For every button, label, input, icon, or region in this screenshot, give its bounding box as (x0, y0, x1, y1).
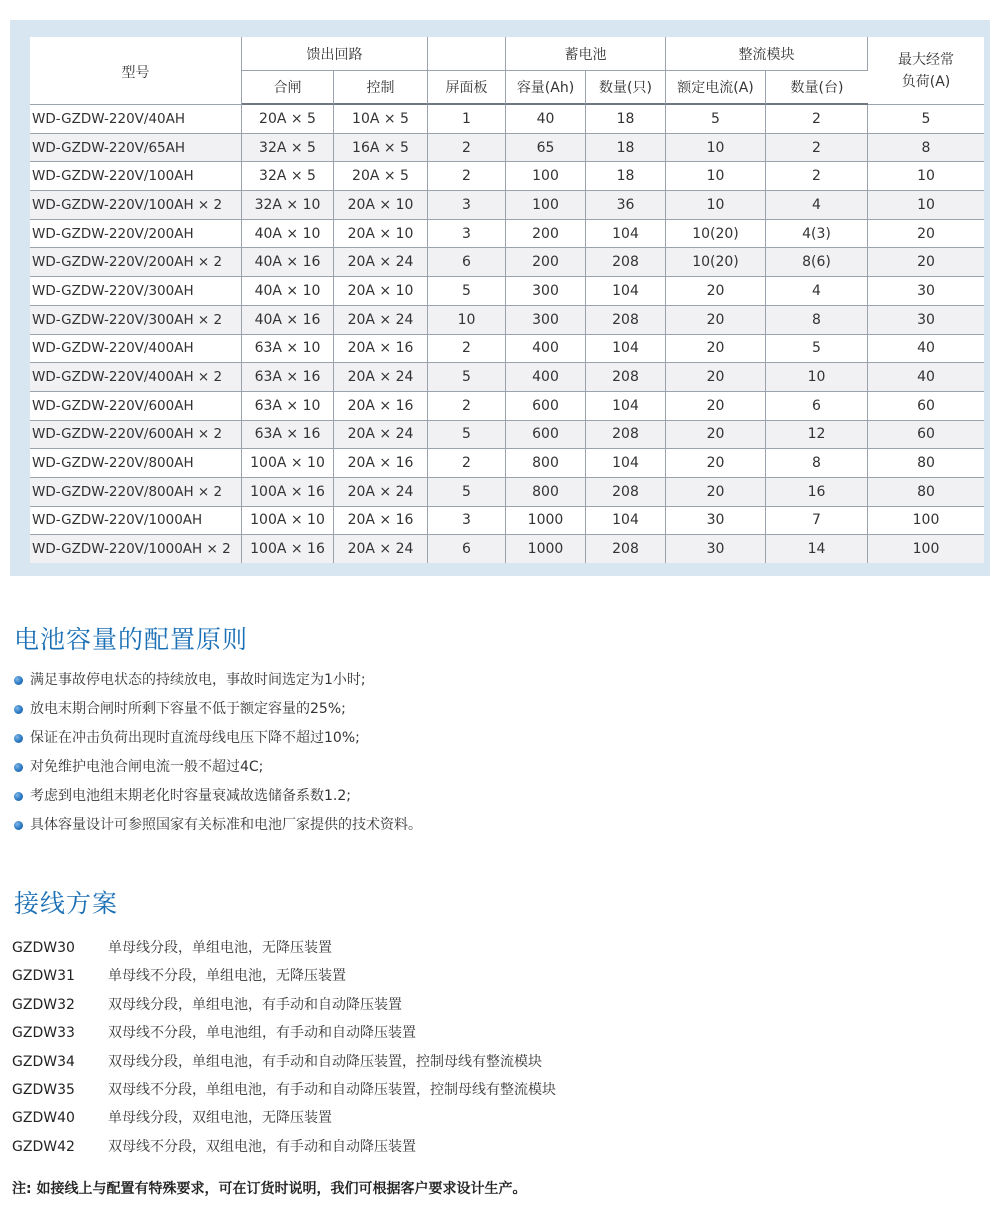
cell-closing: 100A × 10 (242, 507, 334, 536)
cell-battery-qty: 36 (586, 191, 666, 220)
list-item (14, 753, 422, 782)
header-rectifier: 整流模块 (666, 37, 868, 71)
cell-closing: 40A × 16 (242, 306, 334, 335)
cell-screen: 3 (428, 507, 506, 536)
cell-battery-qty: 208 (586, 306, 666, 335)
cell-capacity: 200 (506, 248, 586, 277)
cell-capacity: 100 (506, 162, 586, 191)
cell-control: 20A × 24 (334, 535, 428, 563)
cell-rectifier-qty: 4 (766, 191, 868, 220)
cell-rectifier-qty: 8 (766, 449, 868, 478)
cell-screen: 5 (428, 363, 506, 392)
cell-closing: 32A × 5 (242, 162, 334, 191)
header-max-load (868, 37, 984, 105)
table-row (30, 535, 984, 563)
cell-rectifier-qty: 2 (766, 162, 868, 191)
table-row (30, 134, 984, 163)
cell-model: WD-GZDW-220V/800AH (30, 449, 242, 478)
cell-capacity: 65 (506, 134, 586, 163)
cell-model: WD-GZDW-220V/40AH (30, 105, 242, 134)
cell-capacity: 100 (506, 191, 586, 220)
table-row (30, 162, 984, 191)
list-item-text: 放电末期合闸时所剩下容量不低于额定容量的25%; (30, 701, 346, 717)
cell-control: 20A × 24 (334, 363, 428, 392)
cell-rated-current: 10(20) (666, 248, 766, 277)
cell-rectifier-qty: 8(6) (766, 248, 868, 277)
cell-closing: 100A × 16 (242, 535, 334, 563)
cell-capacity: 300 (506, 306, 586, 335)
header-rectifier-qty: 数量(台) (766, 71, 868, 105)
list-item (14, 724, 422, 753)
cell-capacity: 200 (506, 220, 586, 249)
cell-max-load: 30 (868, 306, 984, 335)
cell-model: WD-GZDW-220V/800AH × 2 (30, 478, 242, 507)
cell-max-load: 10 (868, 191, 984, 220)
table-row (30, 363, 984, 392)
cell-model: WD-GZDW-220V/600AH × 2 (30, 421, 242, 450)
bullet-icon (14, 734, 23, 743)
cell-screen: 2 (428, 449, 506, 478)
cell-rectifier-qty: 14 (766, 535, 868, 563)
cell-max-load: 20 (868, 248, 984, 277)
cell-model: WD-GZDW-220V/600AH (30, 392, 242, 421)
cell-control: 20A × 10 (334, 277, 428, 306)
bullet-icon (14, 705, 23, 714)
cell-max-load: 60 (868, 421, 984, 450)
list-item-text: 满足事故停电状态的持续放电，事故时间选定为1小时; (30, 672, 366, 688)
wiring-code: GZDW32 (12, 996, 75, 1013)
cell-closing: 100A × 10 (242, 449, 334, 478)
table-row (30, 220, 984, 249)
cell-battery-qty: 208 (586, 363, 666, 392)
cell-battery-qty: 104 (586, 507, 666, 536)
table-row (30, 421, 984, 450)
cell-capacity: 400 (506, 335, 586, 364)
wiring-scheme-list (12, 934, 556, 1161)
cell-control: 20A × 16 (334, 392, 428, 421)
cell-rectifier-qty: 6 (766, 392, 868, 421)
cell-model: WD-GZDW-220V/1000AH × 2 (30, 535, 242, 563)
header-screen: 屏面板 (428, 71, 506, 105)
cell-control: 20A × 24 (334, 248, 428, 277)
cell-battery-qty: 18 (586, 134, 666, 163)
cell-rectifier-qty: 4 (766, 277, 868, 306)
wiring-item (12, 1019, 556, 1047)
header-battery: 蓄电池 (506, 37, 666, 71)
cell-battery-qty: 104 (586, 392, 666, 421)
cell-battery-qty: 208 (586, 248, 666, 277)
wiring-code: GZDW34 (12, 1053, 75, 1070)
cell-model: WD-GZDW-220V/400AH × 2 (30, 363, 242, 392)
wiring-code: GZDW31 (12, 968, 75, 985)
cell-capacity: 1000 (506, 507, 586, 536)
cell-rectifier-qty: 10 (766, 363, 868, 392)
table-row (30, 449, 984, 478)
cell-control: 20A × 10 (334, 220, 428, 249)
footnote: 注: 如接线上与配置有特殊要求，可在订货时说明，我们可根据客户要求设计生产。 (12, 1181, 527, 1197)
capacity-principles-list (14, 666, 422, 840)
wiring-description: 双母线不分段，单电池组，有手动和自动降压装置 (108, 1025, 416, 1042)
cell-closing: 40A × 10 (242, 220, 334, 249)
cell-rated-current: 20 (666, 335, 766, 364)
cell-control: 20A × 24 (334, 478, 428, 507)
cell-rectifier-qty: 8 (766, 306, 868, 335)
cell-rated-current: 20 (666, 478, 766, 507)
cell-capacity: 40 (506, 105, 586, 134)
cell-rated-current: 30 (666, 507, 766, 536)
cell-model: WD-GZDW-220V/300AH × 2 (30, 306, 242, 335)
wiring-item (12, 1048, 556, 1076)
cell-control: 20A × 24 (334, 421, 428, 450)
cell-capacity: 400 (506, 363, 586, 392)
cell-closing: 100A × 16 (242, 478, 334, 507)
cell-screen: 6 (428, 535, 506, 563)
list-item-text: 具体容量设计可参照国家有关标准和电池厂家提供的技术资料。 (30, 817, 422, 833)
header-model: 型号 (30, 37, 242, 105)
header-battery-qty: 数量(只) (586, 71, 666, 105)
cell-closing: 40A × 10 (242, 277, 334, 306)
cell-battery-qty: 208 (586, 535, 666, 563)
spec-table (30, 37, 984, 563)
cell-rectifier-qty: 16 (766, 478, 868, 507)
list-item-text: 对免维护电池合闸电流一般不超过4C; (30, 759, 264, 775)
bullet-icon (14, 676, 23, 685)
wiring-description: 单母线分段，双组电池，无降压装置 (108, 1110, 332, 1127)
cell-closing: 20A × 5 (242, 105, 334, 134)
cell-model: WD-GZDW-220V/100AH (30, 162, 242, 191)
cell-capacity: 800 (506, 449, 586, 478)
cell-control: 20A × 10 (334, 191, 428, 220)
cell-max-load: 40 (868, 335, 984, 364)
cell-rated-current: 10 (666, 162, 766, 191)
header-closing: 合闸 (242, 71, 334, 105)
wiring-description: 双母线分段，单组电池，有手动和自动降压装置，控制母线有整流模块 (108, 1053, 542, 1070)
cell-battery-qty: 18 (586, 105, 666, 134)
cell-model: WD-GZDW-220V/1000AH (30, 507, 242, 536)
header-screen-top (428, 37, 506, 71)
cell-screen: 6 (428, 248, 506, 277)
list-item (14, 782, 422, 811)
cell-rated-current: 20 (666, 363, 766, 392)
cell-closing: 32A × 10 (242, 191, 334, 220)
wiring-item (12, 934, 556, 962)
cell-max-load: 40 (868, 363, 984, 392)
list-item-text: 考虑到电池组末期老化时容量衰减故选储备系数1.2; (30, 788, 351, 804)
wiring-description: 单母线分段，单组电池，无降压装置 (108, 940, 332, 956)
capacity-section-title: 电池容量的配置原则 (14, 625, 249, 654)
table-row (30, 507, 984, 536)
table-row (30, 191, 984, 220)
cell-max-load: 5 (868, 105, 984, 134)
cell-capacity: 300 (506, 277, 586, 306)
table-row (30, 335, 984, 364)
cell-screen: 10 (428, 306, 506, 335)
wiring-item (12, 1133, 556, 1161)
cell-rated-current: 5 (666, 105, 766, 134)
list-item-text: 保证在冲击负荷出现时直流母线电压下降不超过10%; (30, 730, 360, 746)
cell-battery-qty: 104 (586, 449, 666, 478)
cell-screen: 2 (428, 134, 506, 163)
cell-battery-qty: 104 (586, 277, 666, 306)
wiring-description: 双母线不分段，双组电池，有手动和自动降压装置 (108, 1138, 416, 1155)
cell-max-load: 100 (868, 507, 984, 536)
wiring-code: GZDW35 (12, 1081, 75, 1098)
bullet-icon (14, 792, 23, 801)
cell-screen: 5 (428, 421, 506, 450)
cell-rated-current: 20 (666, 277, 766, 306)
cell-screen: 5 (428, 277, 506, 306)
cell-closing: 63A × 16 (242, 363, 334, 392)
cell-max-load: 30 (868, 277, 984, 306)
table-row (30, 105, 984, 134)
cell-model: WD-GZDW-220V/65AH (30, 134, 242, 163)
list-item (14, 666, 422, 695)
wiring-item (12, 962, 556, 990)
cell-screen: 5 (428, 478, 506, 507)
header-capacity: 容量(Ah) (506, 71, 586, 105)
header-max-load-line1: 最大经常 (898, 51, 954, 68)
cell-battery-qty: 208 (586, 421, 666, 450)
cell-closing: 63A × 10 (242, 335, 334, 364)
cell-rectifier-qty: 2 (766, 105, 868, 134)
wiring-code: GZDW30 (12, 940, 75, 956)
table-row (30, 306, 984, 335)
cell-rated-current: 20 (666, 306, 766, 335)
cell-model: WD-GZDW-220V/200AH × 2 (30, 248, 242, 277)
cell-control: 20A × 16 (334, 449, 428, 478)
cell-closing: 63A × 16 (242, 421, 334, 450)
cell-rated-current: 10 (666, 191, 766, 220)
cell-screen: 2 (428, 162, 506, 191)
cell-max-load: 80 (868, 449, 984, 478)
cell-battery-qty: 104 (586, 335, 666, 364)
table-row (30, 248, 984, 277)
cell-capacity: 600 (506, 421, 586, 450)
cell-rectifier-qty: 7 (766, 507, 868, 536)
cell-screen: 3 (428, 220, 506, 249)
cell-closing: 63A × 10 (242, 392, 334, 421)
cell-model: WD-GZDW-220V/200AH (30, 220, 242, 249)
cell-closing: 32A × 5 (242, 134, 334, 163)
cell-control: 20A × 16 (334, 507, 428, 536)
wiring-section-title: 接线方案 (14, 889, 119, 918)
cell-model: WD-GZDW-220V/400AH (30, 335, 242, 364)
spec-table-body (30, 105, 984, 563)
cell-rated-current: 10(20) (666, 220, 766, 249)
wiring-description: 双母线分段，单组电池，有手动和自动降压装置 (108, 996, 402, 1013)
cell-control: 16A × 5 (334, 134, 428, 163)
cell-control: 20A × 24 (334, 306, 428, 335)
cell-screen: 3 (428, 191, 506, 220)
cell-capacity: 1000 (506, 535, 586, 563)
cell-control: 10A × 5 (334, 105, 428, 134)
table-row (30, 392, 984, 421)
cell-max-load: 8 (868, 134, 984, 163)
cell-rated-current: 30 (666, 535, 766, 563)
cell-screen: 2 (428, 335, 506, 364)
cell-rectifier-qty: 12 (766, 421, 868, 450)
table-row (30, 277, 984, 306)
list-item (14, 811, 422, 840)
wiring-item (12, 991, 556, 1019)
header-rated-current: 额定电流(A) (666, 71, 766, 105)
cell-rectifier-qty: 4(3) (766, 220, 868, 249)
cell-control: 20A × 5 (334, 162, 428, 191)
cell-max-load: 60 (868, 392, 984, 421)
bullet-icon (14, 763, 23, 772)
table-row (30, 478, 984, 507)
spec-table-panel (10, 20, 990, 576)
cell-max-load: 80 (868, 478, 984, 507)
cell-capacity: 600 (506, 392, 586, 421)
cell-rectifier-qty: 5 (766, 335, 868, 364)
wiring-description: 单母线不分段，单组电池，无降压装置 (108, 968, 346, 985)
wiring-item (12, 1076, 556, 1104)
header-max-load-line2: 负荷(A) (901, 73, 951, 90)
cell-rated-current: 10 (666, 134, 766, 163)
cell-max-load: 10 (868, 162, 984, 191)
bullet-icon (14, 821, 23, 830)
cell-screen: 1 (428, 105, 506, 134)
cell-max-load: 20 (868, 220, 984, 249)
cell-rated-current: 20 (666, 421, 766, 450)
wiring-code: GZDW42 (12, 1138, 75, 1155)
wiring-description: 双母线不分段，单组电池，有手动和自动降压装置，控制母线有整流模块 (108, 1081, 556, 1098)
header-feeder: 馈出回路 (242, 37, 428, 71)
cell-screen: 2 (428, 392, 506, 421)
wiring-code: GZDW33 (12, 1025, 75, 1042)
wiring-item (12, 1104, 556, 1132)
header-control: 控制 (334, 71, 428, 105)
cell-max-load: 100 (868, 535, 984, 563)
list-item (14, 695, 422, 724)
cell-rated-current: 20 (666, 449, 766, 478)
cell-battery-qty: 18 (586, 162, 666, 191)
cell-battery-qty: 104 (586, 220, 666, 249)
cell-model: WD-GZDW-220V/300AH (30, 277, 242, 306)
wiring-code: GZDW40 (12, 1110, 75, 1127)
cell-capacity: 800 (506, 478, 586, 507)
cell-model: WD-GZDW-220V/100AH × 2 (30, 191, 242, 220)
cell-rated-current: 20 (666, 392, 766, 421)
cell-control: 20A × 16 (334, 335, 428, 364)
cell-closing: 40A × 16 (242, 248, 334, 277)
cell-rectifier-qty: 2 (766, 134, 868, 163)
cell-battery-qty: 208 (586, 478, 666, 507)
